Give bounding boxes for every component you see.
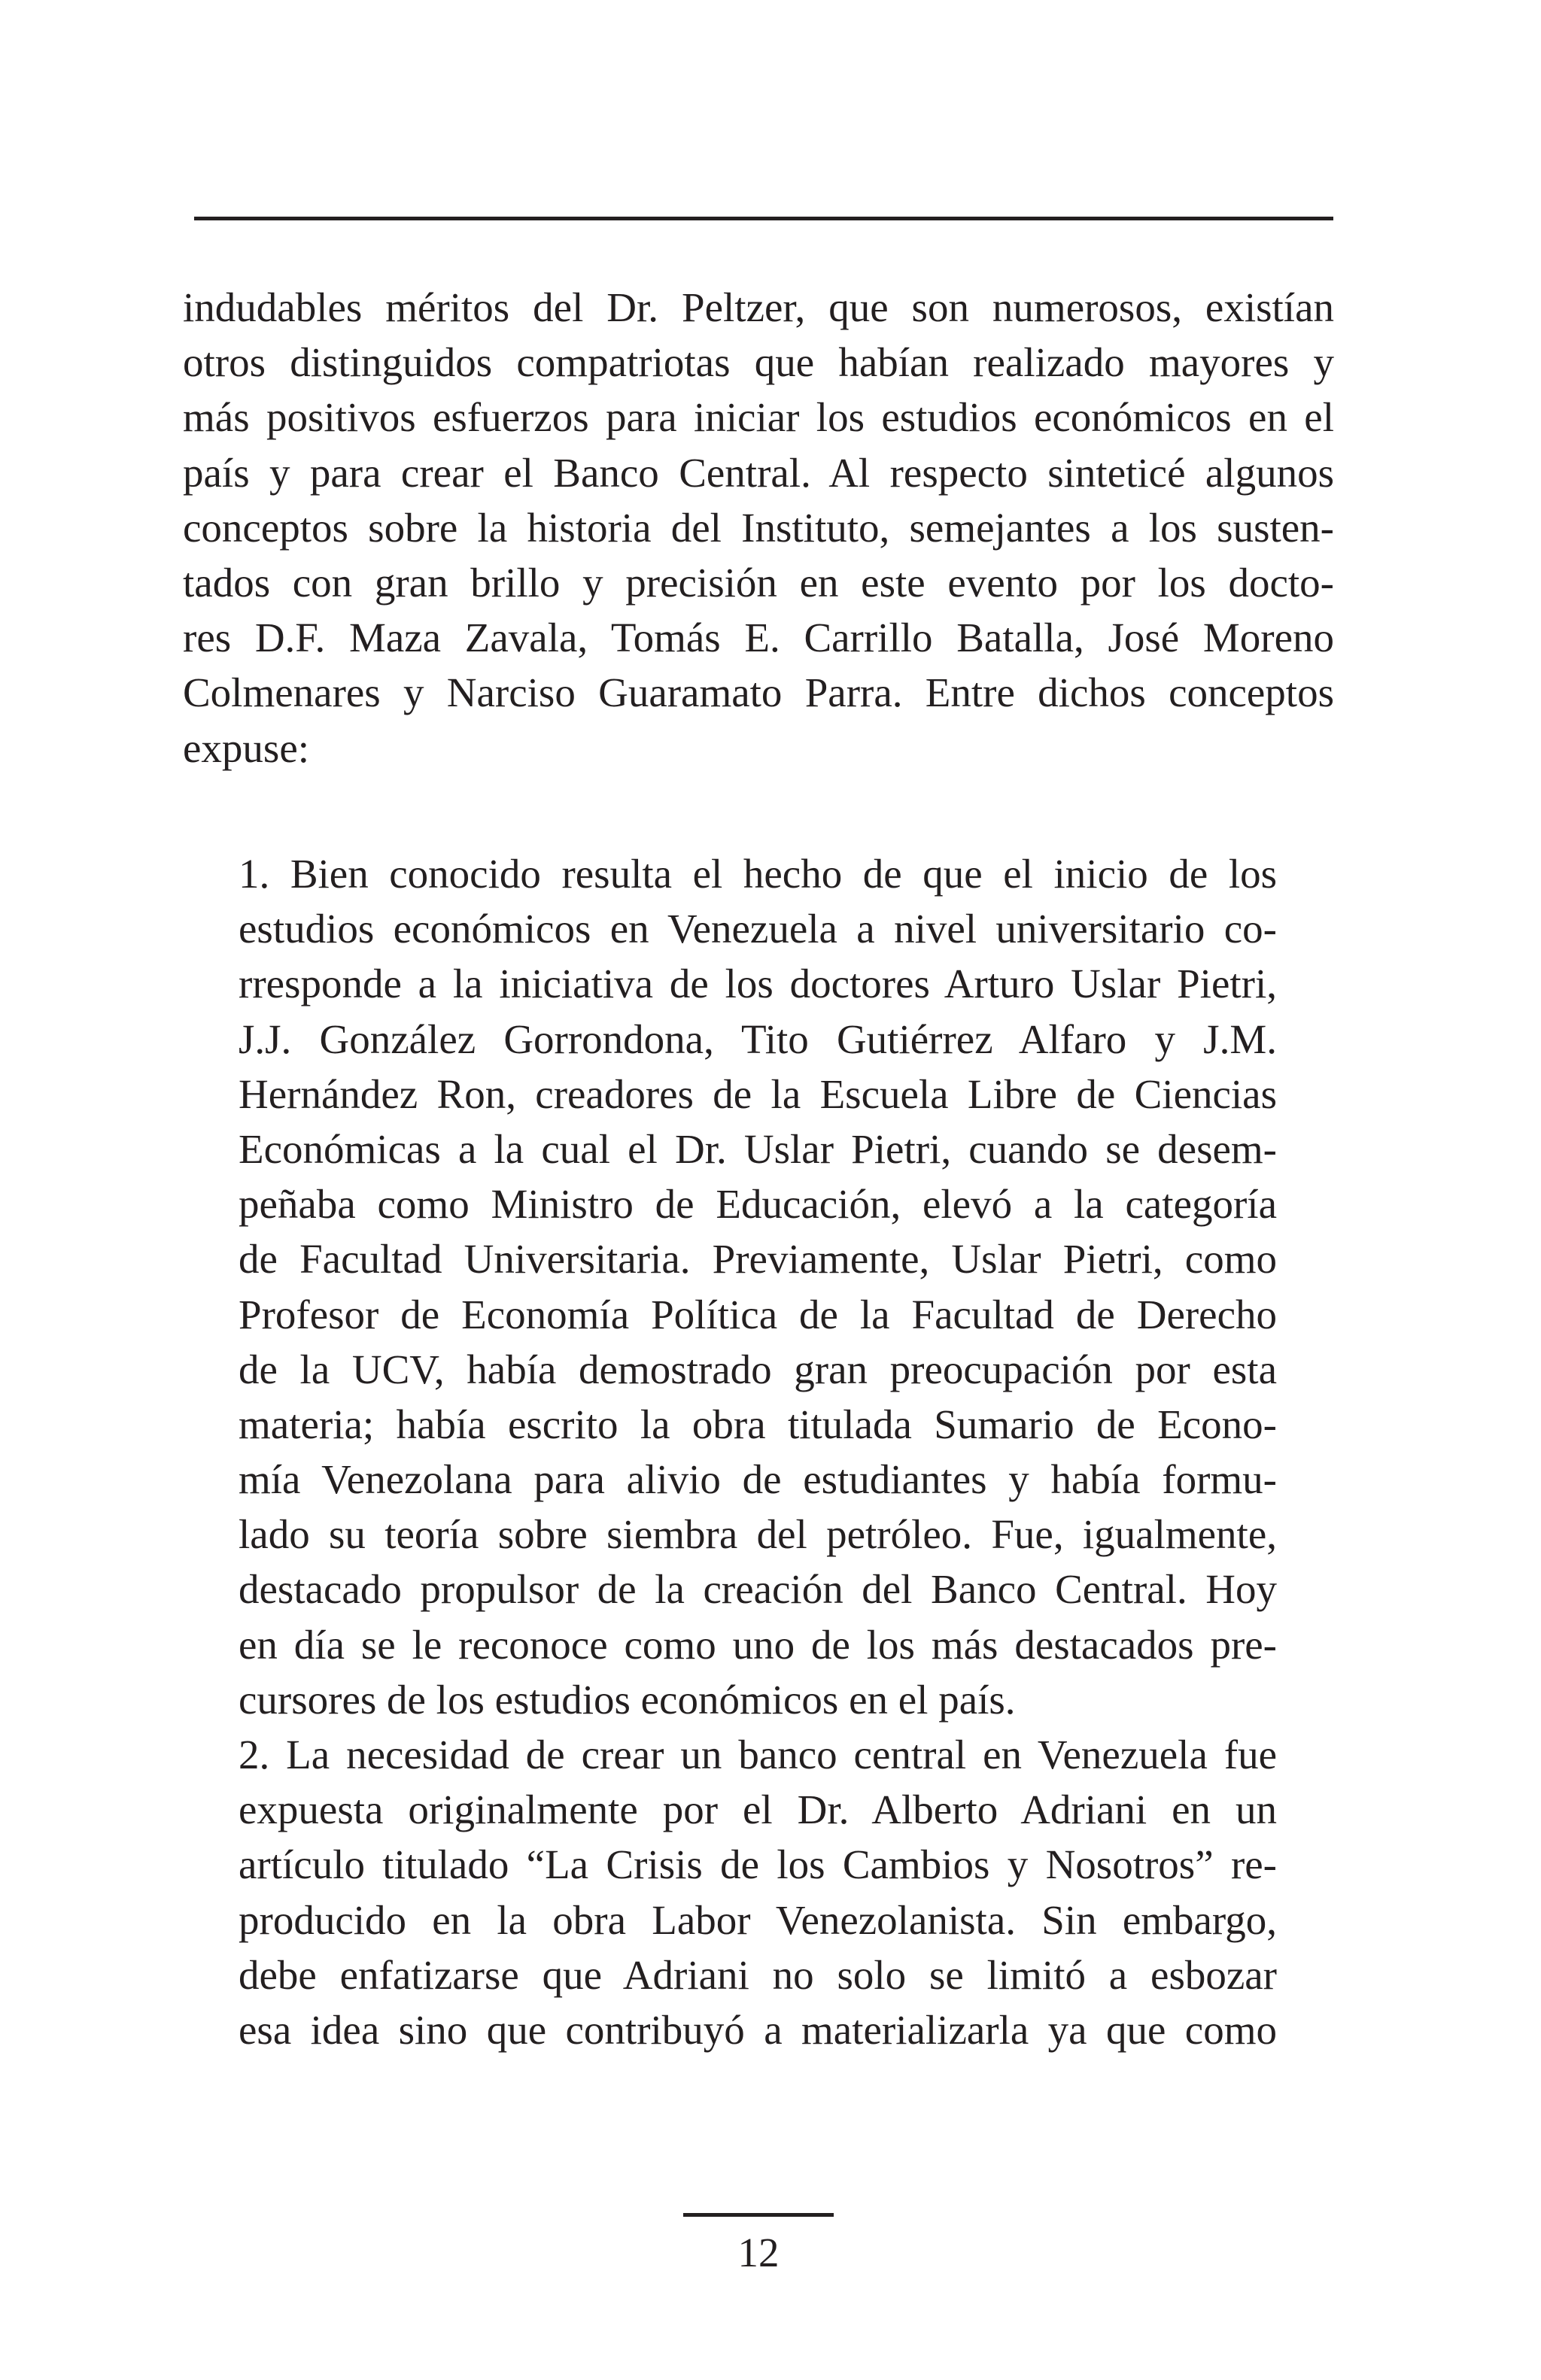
- text-line: más positivos esfuerzos para iniciar los estudios económicos en el: [183, 394, 1334, 441]
- text-line: país y para crear el Banco Central. Al respecto sinteticé algunos: [183, 449, 1334, 496]
- list-item-2: [239, 1727, 1277, 2057]
- text-line: destacado propulsor de la creación del Banco Central. Hoy: [239, 1566, 1277, 1613]
- text-line: de la UCV, había demostrado gran preocupación por esta: [239, 1346, 1277, 1392]
- text-line: Hernández Ron, creadores de la Escuela Libre de Ciencias: [239, 1070, 1277, 1117]
- text-line: debe enfatizarse que Adriani no solo se limitó a esbozar: [239, 1951, 1277, 1998]
- text-line: tados con gran brillo y precisión en este evento por los docto-: [183, 559, 1334, 606]
- intro-paragraph: [183, 280, 1334, 776]
- text-line: estudios económicos en Venezuela a nivel universitario co-: [239, 906, 1277, 952]
- text-line: en día se le reconoce como uno de los más destacados pre-: [239, 1621, 1277, 1668]
- text-line: de Facultad Universitaria. Previamente, Uslar Pietri, como: [239, 1236, 1277, 1283]
- header-rule: [194, 217, 1333, 220]
- text-line: peñaba como Ministro de Educación, elevó a la categoría: [239, 1181, 1277, 1228]
- text-line: conceptos sobre la historia del Instituto, semejantes a los susten-: [183, 504, 1334, 551]
- numbered-list: [239, 846, 1277, 2057]
- text-line: otros distinguidos compatriotas que habían realizado mayores y: [183, 339, 1334, 386]
- text-line: mía Venezolana para alivio de estudiantes y había formu-: [239, 1456, 1277, 1503]
- text-line: lado su teoría sobre siembra del petróleo. Fue, igualmente,: [239, 1511, 1277, 1558]
- text-line: esa idea sino que contribuyó a materializarla ya que como: [239, 2006, 1277, 2053]
- text-line: expuesta originalmente por el Dr. Alberto Adriani en un: [239, 1787, 1277, 1833]
- text-line: res D.F. Maza Zavala, Tomás E. Carrillo Batalla, José Moreno: [183, 615, 1334, 661]
- text-line: J.J. González Gorrondona, Tito Gutiérrez Alfaro y J.M.: [239, 1015, 1277, 1062]
- text-line: Económicas a la cual el Dr. Uslar Pietri, cuando se desem-: [239, 1125, 1277, 1172]
- text-line: Colmenares y Narciso Guaramato Parra. Entre dichos conceptos: [183, 669, 1334, 716]
- text-line: cursores de los estudios económicos en el país.: [239, 1676, 1016, 1723]
- text-line: Profesor de Economía Política de la Facultad de Derecho: [239, 1291, 1277, 1337]
- text-line: rresponde a la iniciativa de los doctores Arturo Uslar Pietri,: [239, 961, 1277, 1007]
- text-line: 1. Bien conocido resulta el hecho de que el inicio de los: [239, 851, 1277, 897]
- list-item-1: [239, 846, 1277, 1727]
- page-number: 12: [737, 2230, 780, 2275]
- text-line: indudables méritos del Dr. Peltzer, que son numerosos, existían: [183, 284, 1334, 330]
- text-line: materia; había escrito la obra titulada Sumario de Econo-: [239, 1401, 1277, 1447]
- text-line: 2. La necesidad de crear un banco central en Venezuela fue: [239, 1732, 1277, 1777]
- text-line: artículo titulado “La Crisis de los Cambios y Nosotros” re-: [239, 1841, 1277, 1888]
- footer-rule: [683, 2213, 834, 2217]
- text-line: expuse:: [183, 724, 310, 771]
- text-line: producido en la obra Labor Venezolanista. Sin embargo,: [239, 1896, 1277, 1943]
